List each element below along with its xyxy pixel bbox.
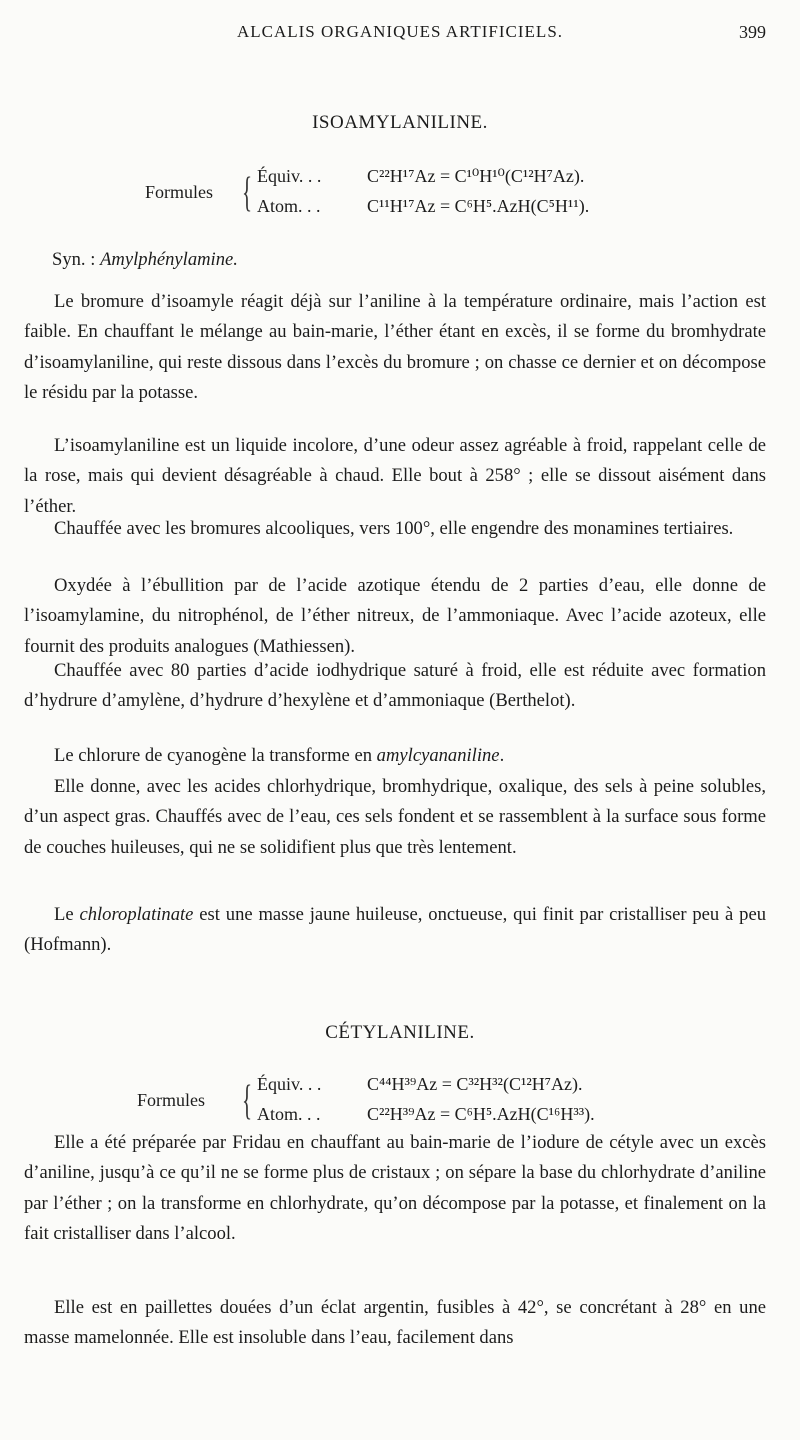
brace-icon: {	[242, 1078, 253, 1124]
chloro-prefix: Le	[54, 904, 74, 925]
equiv-formula: C²²H¹⁷Az = C¹⁰H¹⁰(C¹²H⁷Az).	[367, 166, 585, 186]
paragraph: Oxydée à l’ébullition par de l’acide azotique étendu de 2 parties d’eau, elle donne de l’isoamylamine, du nitrophénol, de l’éther nitreux, de l’ammoniaque. Avec l’acide azoteux, elle fournit des produits analogues (Mathiessen).	[24, 575, 766, 657]
equiv-formula-row	[257, 1074, 583, 1095]
brace-icon: {	[242, 170, 253, 216]
running-title: ALCALIS ORGANIQUES ARTIFICIELS.	[236, 22, 564, 41]
atom-formula: C²²H³⁹Az = C⁶H⁵.AzH(C¹⁶H³³).	[367, 1104, 595, 1124]
atom-label: Atom. . .	[257, 196, 321, 216]
paragraph: Chauffée avec les bromures alcooliques, vers 100°, elle engendre des monamines tertiaires.	[54, 518, 734, 539]
chloro-suffix: est une masse jaune huileuse, onctueuse, qui finit par cristalliser peu à peu (Hofmann).	[24, 904, 766, 956]
paragraph: L’isoamylaniline est un liquide incolore, d’une odeur assez agréable à froid, rappelant celle de la rose, mais qui devient désagréable à chaud. Elle bout à 258° ; elle se dissout aisément dans l’éther.	[24, 435, 766, 517]
cyanogen-product: amylcyananiline	[376, 745, 500, 766]
paragraph: Chauffée avec 80 parties d’acide iodhydrique saturé à froid, elle est réduite avec formation d’hydrure d’amylène, d’hydrure d’hexylène et d’ammoniaque (Berthelot).	[24, 660, 766, 712]
equiv-label: Équiv. . .	[257, 1074, 322, 1094]
formulas-label: Formules	[137, 1090, 206, 1110]
atom-formula: C¹¹H¹⁷Az = C⁶H⁵.AzH(C⁵H¹¹).	[367, 196, 590, 216]
section-title-isoamylaniline: ISOAMYLANILINE.	[312, 112, 488, 133]
paragraph-chloroplatinate	[24, 900, 766, 961]
section-title-cetylaniline: CÉTYLANILINE.	[325, 1022, 475, 1043]
atom-formula-row	[257, 196, 589, 217]
paragraph-cyanogen	[24, 741, 766, 771]
paragraph: Le bromure d’isoamyle réagit déjà sur l’aniline à la température ordinaire, mais l’action est faible. En chauffant le mélange au bain-marie, l’éther étant en excès, il se forme du bromhydrate d’isoamylaniline, qui reste dissous dans l’excès du bromure ; on chasse ce dernier et on décompose le résidu par la potasse.	[24, 291, 766, 403]
page-number: 399	[739, 22, 766, 42]
running-header	[0, 20, 800, 46]
atom-label: Atom. . .	[257, 1104, 321, 1124]
formulas-label: Formules	[145, 182, 214, 202]
paragraph: Elle a été préparée par Fridau en chauffant au bain-marie de l’iodure de cétyle avec un excès d’aniline, jusqu’à ce qu’il ne se forme plus de cristaux ; on sépare la base du chlorhydrate d’aniline par l’éther ; on la transforme en chlorhydrate, qu’on décompose par la potasse, et finalement on la fait cristalliser dans l’alcool.	[24, 1132, 766, 1244]
syn-name: Amylphénylamine.	[100, 249, 238, 270]
equiv-formula-row	[257, 166, 584, 187]
paragraph: Elle est en paillettes douées d’un éclat argentin, fusibles à 42°, se concrétant à 28° en une masse mamelonnée. Elle est insoluble dans l’eau, facilement dans	[24, 1297, 766, 1349]
paragraph-salts: Elle donne, avec les acides chlorhydrique, bromhydrique, oxalique, des sels à peine solubles, d’un aspect gras. Chauffés avec de l’eau, ces sels fondent et se rassemblent à la surface sous forme de couches huileuses, qui ne se solidifient plus que très lentement.	[24, 776, 766, 858]
equiv-label: Équiv. . .	[257, 166, 322, 186]
equiv-formula: C⁴⁴H³⁹Az = C³²H³²(C¹²H⁷Az).	[367, 1074, 583, 1094]
cyanogen-prefix: Le chlorure de cyanogène la transforme en	[54, 745, 373, 766]
atom-formula-row	[257, 1104, 595, 1125]
formula-block-isoamylaniline	[145, 162, 745, 232]
chloro-term: chloroplatinate	[79, 904, 194, 925]
synonym-line	[52, 249, 238, 271]
cyanogen-suffix: .	[499, 745, 505, 766]
syn-prefix: Syn. :	[52, 249, 96, 270]
